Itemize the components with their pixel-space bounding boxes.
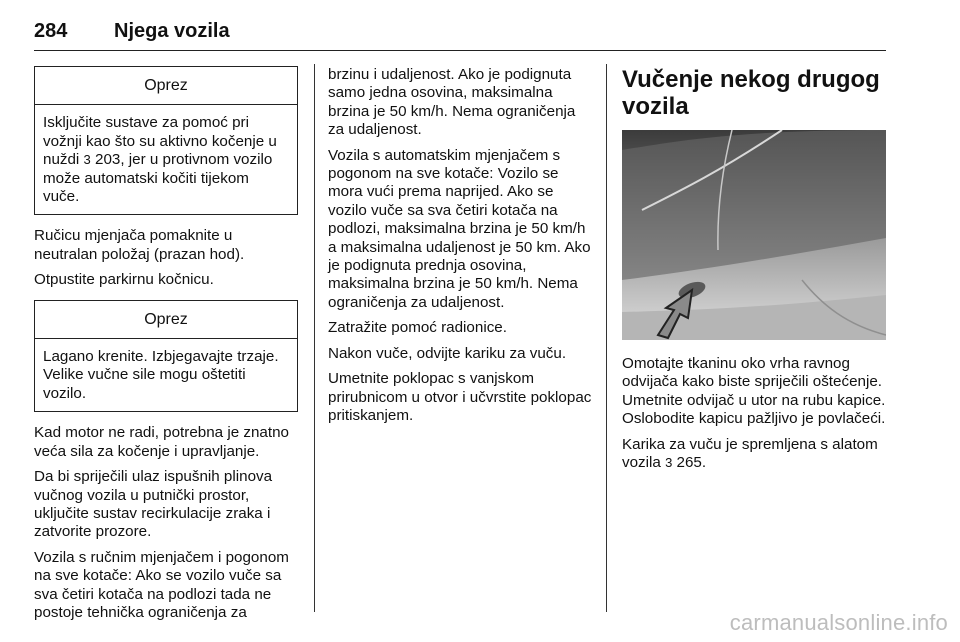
section-title: Vučenje nekog drugog vozila — [622, 66, 880, 120]
chapter-title: Njega vozila — [114, 20, 230, 42]
paragraph-insert-cover: Umetnite poklopac s vanjskom prirubnicom u otvor i učvrstite poklopac pritiskanjem. — [328, 370, 592, 424]
paragraph-gear-neutral: Ručicu mjenjača pomaknite u neutralan položaj (prazan hod). — [34, 227, 245, 263]
column-3 — [622, 66, 886, 479]
column-divider-1 — [314, 64, 315, 612]
paragraph-parking-brake: Otpustite parkirnu kočnicu. — [34, 271, 214, 289]
caution-box-2 — [34, 300, 298, 413]
paragraph-engine-off: Kad motor ne radi, potrebna je znatno veća sila za kočenje i upravljanje. — [34, 424, 289, 460]
page-number: 284 — [34, 20, 68, 42]
caution-text-1 — [35, 105, 297, 214]
towing-eye-text-b: . — [701, 454, 707, 472]
paragraph-towing-eye-stored — [622, 436, 886, 473]
caution-text-1-b: , jer u protivnom vozilo može automatski kočiti tijekom vuče. — [43, 151, 273, 206]
towing-eye-text-a: Karika za vuču je spremljena s alatom vozila — [622, 435, 878, 472]
paragraph-remove-cap: Omotajte tkaninu oko vrha ravnog odvijača kako biste spriječili oštećenje. Umetnite odvijač u utor na rubu kapice. Oslobodite kapicu pažljivo je povlačeći. — [622, 355, 886, 428]
paragraph-unscrew-eye: Nakon vuče, odvijte kariku za vuču. — [328, 344, 567, 362]
page-ref-link[interactable]: 265 — [676, 454, 702, 472]
paragraph-exhaust: Da bi spriječili ulaz ispušnih plinova vučnog vozila u putnički prostor, uključite sustav recirkulacije zraka i zatvorite prozore. — [34, 468, 273, 541]
caution-title-1: Oprez — [35, 67, 297, 105]
caution-box-1 — [34, 66, 298, 215]
column-divider-2 — [606, 64, 607, 612]
caution-title-2: Oprez — [35, 301, 297, 339]
rear-bumper-illustration — [622, 130, 886, 340]
caution-text-1-a: Isključite sustave za pomoć pri vožnji kao što su aktivno kočenje u nuždi — [43, 114, 277, 169]
paragraph-manual-awd: Vozila s ručnim mjenjačem i pogonom na sve kotače: Ako se vozilo vuče sa sva četiri kotača na podlozi tada ne postoje tehnička ograničenja za — [34, 548, 289, 621]
column-1 — [34, 66, 298, 629]
page-header — [34, 20, 886, 52]
column-2 — [328, 66, 592, 432]
paragraph-workshop: Zatražite pomoć radionice. — [328, 319, 507, 337]
watermark: carmanualsonline.info — [729, 610, 948, 635]
page-ref-link[interactable]: 203 — [95, 151, 121, 169]
page-ref-icon: 3 — [665, 455, 673, 471]
paragraph-automatic-awd: Vozila s automatskim mjenjačem s pogonom na sve kotače: Vozilo se mora vući prema naprijed. Ako se vozilo vuče sa sva četiri kotača na podlozi, maksimalna brzina je 50 km/h a maksimalna udaljenost je 50 km. Ako je podignuta prednja osovina, maksimalna brzina je 50 km/h. Nema ograničenja za udaljenost. — [328, 146, 591, 311]
caution-text-2: Lagano krenite. Izbjegavajte trzaje. Velike vučne sile mogu oštetiti vozilo. — [43, 348, 279, 402]
header-rule — [34, 50, 886, 51]
paragraph-speed-distance: brzinu i udaljenost. Ako je podignuta samo jedna osovina, maksimalna brzina je 50 km/h. Nema ograničenja za udaljenost. — [328, 66, 576, 139]
page-ref-icon: 3 — [83, 152, 91, 168]
